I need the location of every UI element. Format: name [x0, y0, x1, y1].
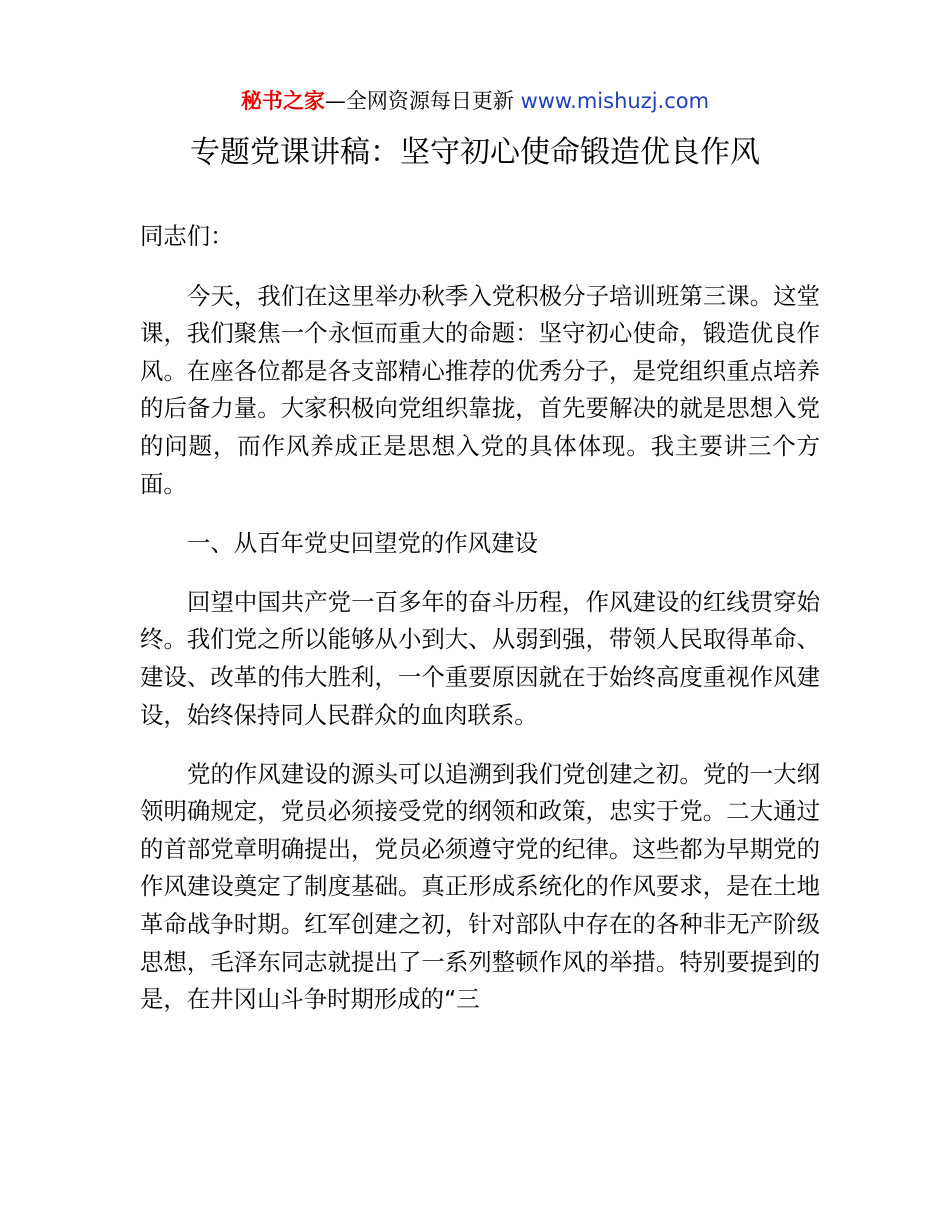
paragraph-intro: 今天，我们在这里举办秋季入党积极分子培训班第三课。这堂课，我们聚焦一个永恒而重大的命题：坚守初心使命，锻造优良作风。在座各位都是各支部精心推荐的优秀分子，是党组织重点培养的后备力量。大家积极向党组织靠拢，首先要解决的就是思想入党的问题，而作风养成正是思想入党的具体体现。我主要讲三个方面。 [140, 281, 820, 498]
document-body [140, 218, 820, 1040]
document-title: 专题党课讲稿：坚守初心使命锻造优良作风 [190, 135, 760, 170]
paragraph-history: 回望中国共产党一百多年的奋斗历程，作风建设的红线贯穿始终。我们党之所以能够从小到大、从弱到强，带领人民取得革命、建设、改革的伟大胜利，一个重要原因就在于始终高度重视作风建设，始终保持同人民群众的血肉联系。 [140, 587, 820, 729]
paragraph-origin: 党的作风建设的源头可以追溯到我们党创建之初。党的一大纲领明确规定，党员必须接受党的纲领和政策，忠实于党。二大通过的首部党章明确提出，党员必须遵守党的纪律。这些都为早期党的作风建设奠定了制度基础。真正形成系统化的作风要求，是在土地革命战争时期。红军创建之初，针对部队中存在的各种非无产阶级思想，毛泽东同志就提出了一系列整顿作风的举措。特别要提到的是，在井冈山斗争时期形成的“三 [140, 759, 820, 1014]
section-heading-1: 一、从百年党史回望党的作风建设 [187, 528, 538, 557]
site-url-link[interactable]: www.mishuzj.com [520, 89, 710, 113]
site-tagline: —全网资源每日更新 [324, 89, 521, 113]
site-name: 秘书之家 [240, 89, 325, 113]
site-header [0, 86, 950, 116]
salutation: 同志们： [140, 222, 234, 250]
